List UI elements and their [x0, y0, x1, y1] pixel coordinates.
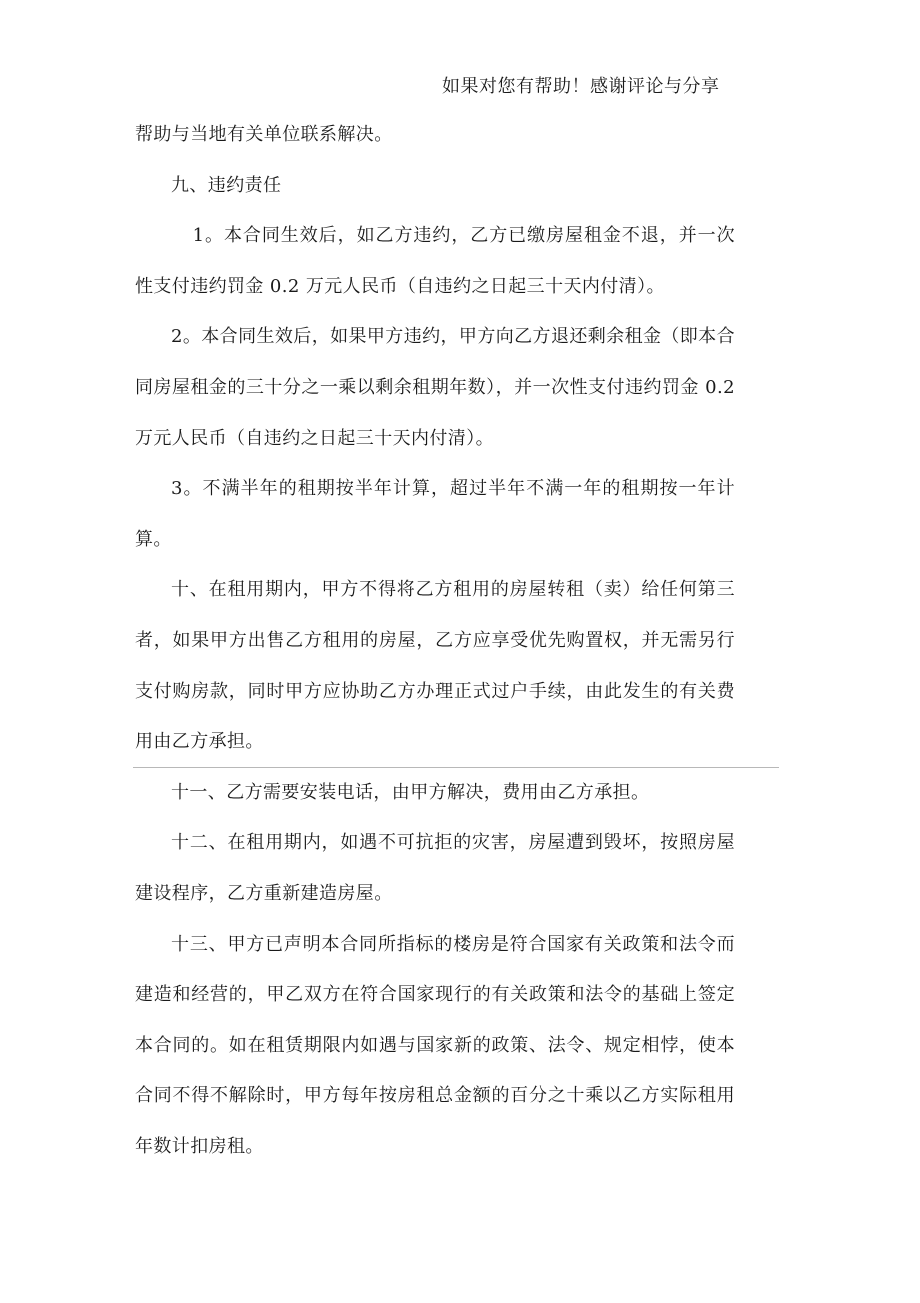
document-body — [135, 110, 735, 1172]
paragraph-clause-12: 十二、在租用期内，如遇不可抗拒的灾害，房屋遭到毁坏，按照房屋建设程序，乙方重新建造房屋。 — [135, 832, 735, 904]
paragraph-clause-13: 十三、甲方已声明本合同所指标的楼房是符合国家有关政策和法令而建造和经营的，甲乙双方在符合国家现行的有关政策和法令的基础上签定本合同的。如在租赁期限内如遇与国家新的政策、法令、规定相悖，使本合同不得不解除时，甲方每年按房租总金额的百分之十乘以乙方实际租用年数计扣房租。 — [135, 933, 735, 1157]
paragraph-item-3: 3。不满半年的租期按半年计算，超过半年不满一年的租期按一年计算。 — [135, 478, 735, 550]
paragraph-continuation: 帮助与当地有关单位联系解决。 — [135, 124, 393, 145]
section-heading-breach-liability: 九、违约责任 — [171, 174, 282, 196]
page-divider-line — [133, 767, 779, 768]
paragraph-clause-10: 十、在租用期内，甲方不得将乙方租用的房屋转租（卖）给任何第三者，如果甲方出售乙方租用的房屋，乙方应享受优先购置权，并无需另行支付购房款，同时甲方应协助乙方办理正式过户手续，由此发生的有关费用由乙方承担。 — [135, 579, 735, 753]
paragraph-item-1: 1。本合同生效后，如乙方违约，乙方已缴房屋租金不退，并一次性支付违约罚金 0.2 万元人民币（自违约之日起三十天内付清）。 — [135, 225, 735, 297]
header-note: 如果对您有帮助！感谢评论与分享 — [442, 76, 720, 97]
paragraph-item-2: 2。本合同生效后，如果甲方违约，甲方向乙方退还剩余租金（即本合同房屋租金的三十分之一乘以剩余租期年数），并一次性支付违约罚金 0.2 万元人民币（自违约之日起三十天内付清）。 — [135, 326, 735, 449]
paragraph-clause-11: 十一、乙方需要安装电话，由甲方解决，费用由乙方承担。 — [171, 781, 650, 803]
